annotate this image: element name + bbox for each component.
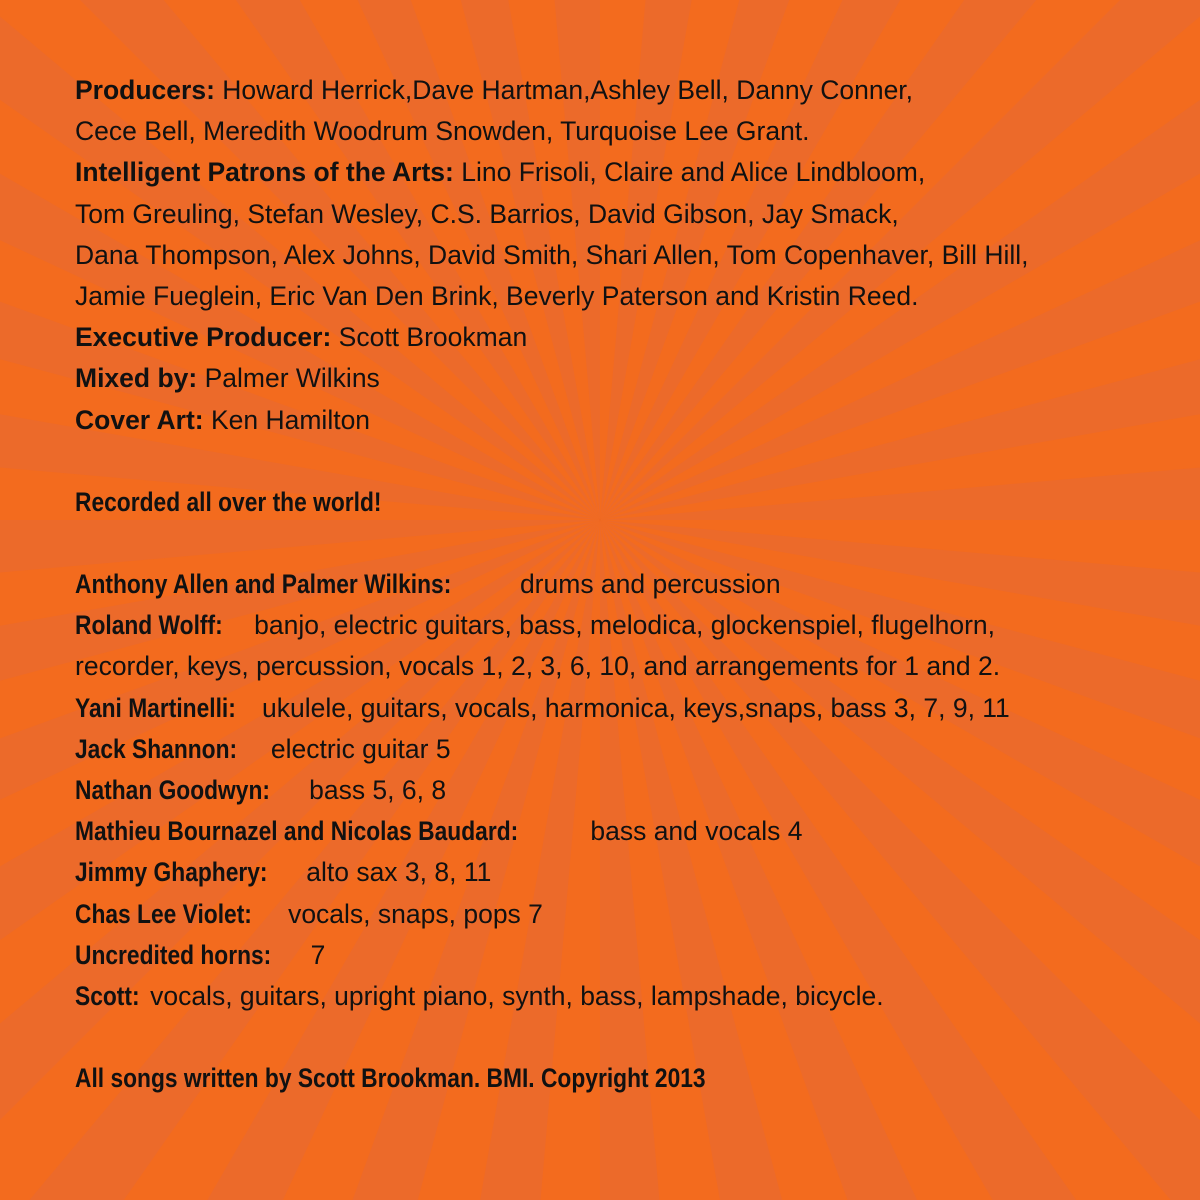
cover-art-label: Cover Art:: [75, 404, 204, 435]
producers-line: [75, 70, 1175, 111]
musician-name: Scott:: [75, 981, 140, 1012]
musician-name: Jimmy Ghaphery:: [75, 857, 268, 888]
musician-line: [75, 811, 1175, 852]
mixed-by-value: Palmer Wilkins: [204, 363, 380, 394]
musician-name: Chas Lee Violet:: [75, 898, 252, 929]
cover-art-value: Ken Hamilton: [210, 404, 371, 435]
musician-role: electric guitar 5: [270, 733, 451, 764]
musician-role: drums and percussion: [519, 569, 781, 600]
musician-role: vocals, snaps, pops 7: [288, 898, 543, 929]
musician-line: [75, 894, 1175, 935]
mixed-by-line: [75, 358, 1175, 399]
musician-line: [75, 605, 1175, 646]
copyright-note: All songs written by Scott Brookman. BMI. Copyright 2013: [75, 1063, 706, 1094]
executive-producer-label: Executive Producer:: [75, 322, 332, 353]
musician-credits: [75, 564, 1175, 1017]
patrons-value: Lino Frisoli, Claire and Alice Lindbloom,: [461, 157, 926, 188]
musician-role: alto sax 3, 8, 11: [306, 857, 492, 888]
musician-name: Mathieu Bournazel and Nicolas Baudard:: [75, 816, 519, 847]
musician-line: [75, 976, 1175, 1017]
musician-name: Uncredited horns:: [75, 939, 272, 970]
production-credits: [75, 70, 1175, 441]
musician-role: recorder, keys, percussion, vocals 1, 2, 3, 6, 10, and arrangements for 1 and 2.: [75, 651, 1001, 682]
patrons-line-cont-1: Tom Greuling, Stefan Wesley, C.S. Barrios, David Gibson, Jay Smack,: [75, 198, 899, 229]
musician-line: [75, 852, 1175, 893]
producers-value: Howard Herrick,Dave Hartman,Ashley Bell, Danny Conner,: [222, 75, 914, 105]
patrons-line-cont-2: Dana Thompson, Alex Johns, David Smith, Shari Allen, Tom Copenhaver, Bill Hill,: [75, 239, 1029, 270]
musician-line: [75, 935, 1175, 976]
musician-name: Jack Shannon:: [75, 733, 238, 764]
musician-name: Roland Wolff:: [75, 610, 223, 641]
musician-role: 7: [310, 939, 326, 970]
musician-role: bass 5, 6, 8: [309, 775, 447, 806]
patrons-line-cont-3: Jamie Fueglein, Eric Van Den Brink, Beverly Paterson and Kristin Reed.: [75, 281, 919, 312]
musician-role: banjo, electric guitars, bass, melodica, glockenspiel, flugelhorn,: [254, 610, 996, 641]
musician-role: ukulele, guitars, vocals, harmonica, keys,snaps, bass 3, 7, 9, 11: [262, 692, 1010, 723]
spacer: [75, 523, 1175, 564]
musician-line: [75, 688, 1175, 729]
cover-art-line: [75, 400, 1175, 441]
executive-producer-line: [75, 317, 1175, 358]
credits-block: [75, 70, 1175, 1099]
musician-name: Yani Martinelli:: [75, 692, 236, 723]
musician-line: [75, 729, 1175, 770]
spacer: [75, 441, 1175, 482]
musician-line-cont: [75, 646, 1175, 687]
producers-line-cont: Cece Bell, Meredith Woodrum Snowden, Turquoise Lee Grant.: [75, 116, 810, 147]
musician-name: Anthony Allen and Palmer Wilkins:: [75, 569, 452, 600]
musician-line: [75, 564, 1175, 605]
executive-producer-value: Scott Brookman: [338, 322, 528, 353]
musician-name: Nathan Goodwyn:: [75, 775, 270, 806]
spacer: [75, 1017, 1175, 1058]
musician-role: bass and vocals 4: [590, 816, 803, 847]
musician-line: [75, 770, 1175, 811]
mixed-by-label: Mixed by:: [75, 363, 198, 394]
patrons-label: Intelligent Patrons of the Arts:: [75, 157, 454, 188]
patrons-line: [75, 152, 1175, 193]
recorded-note: Recorded all over the world!: [75, 486, 382, 517]
musician-role: vocals, guitars, upright piano, synth, bass, lampshade, bicycle.: [150, 981, 884, 1012]
producers-label: Producers:: [75, 75, 215, 105]
